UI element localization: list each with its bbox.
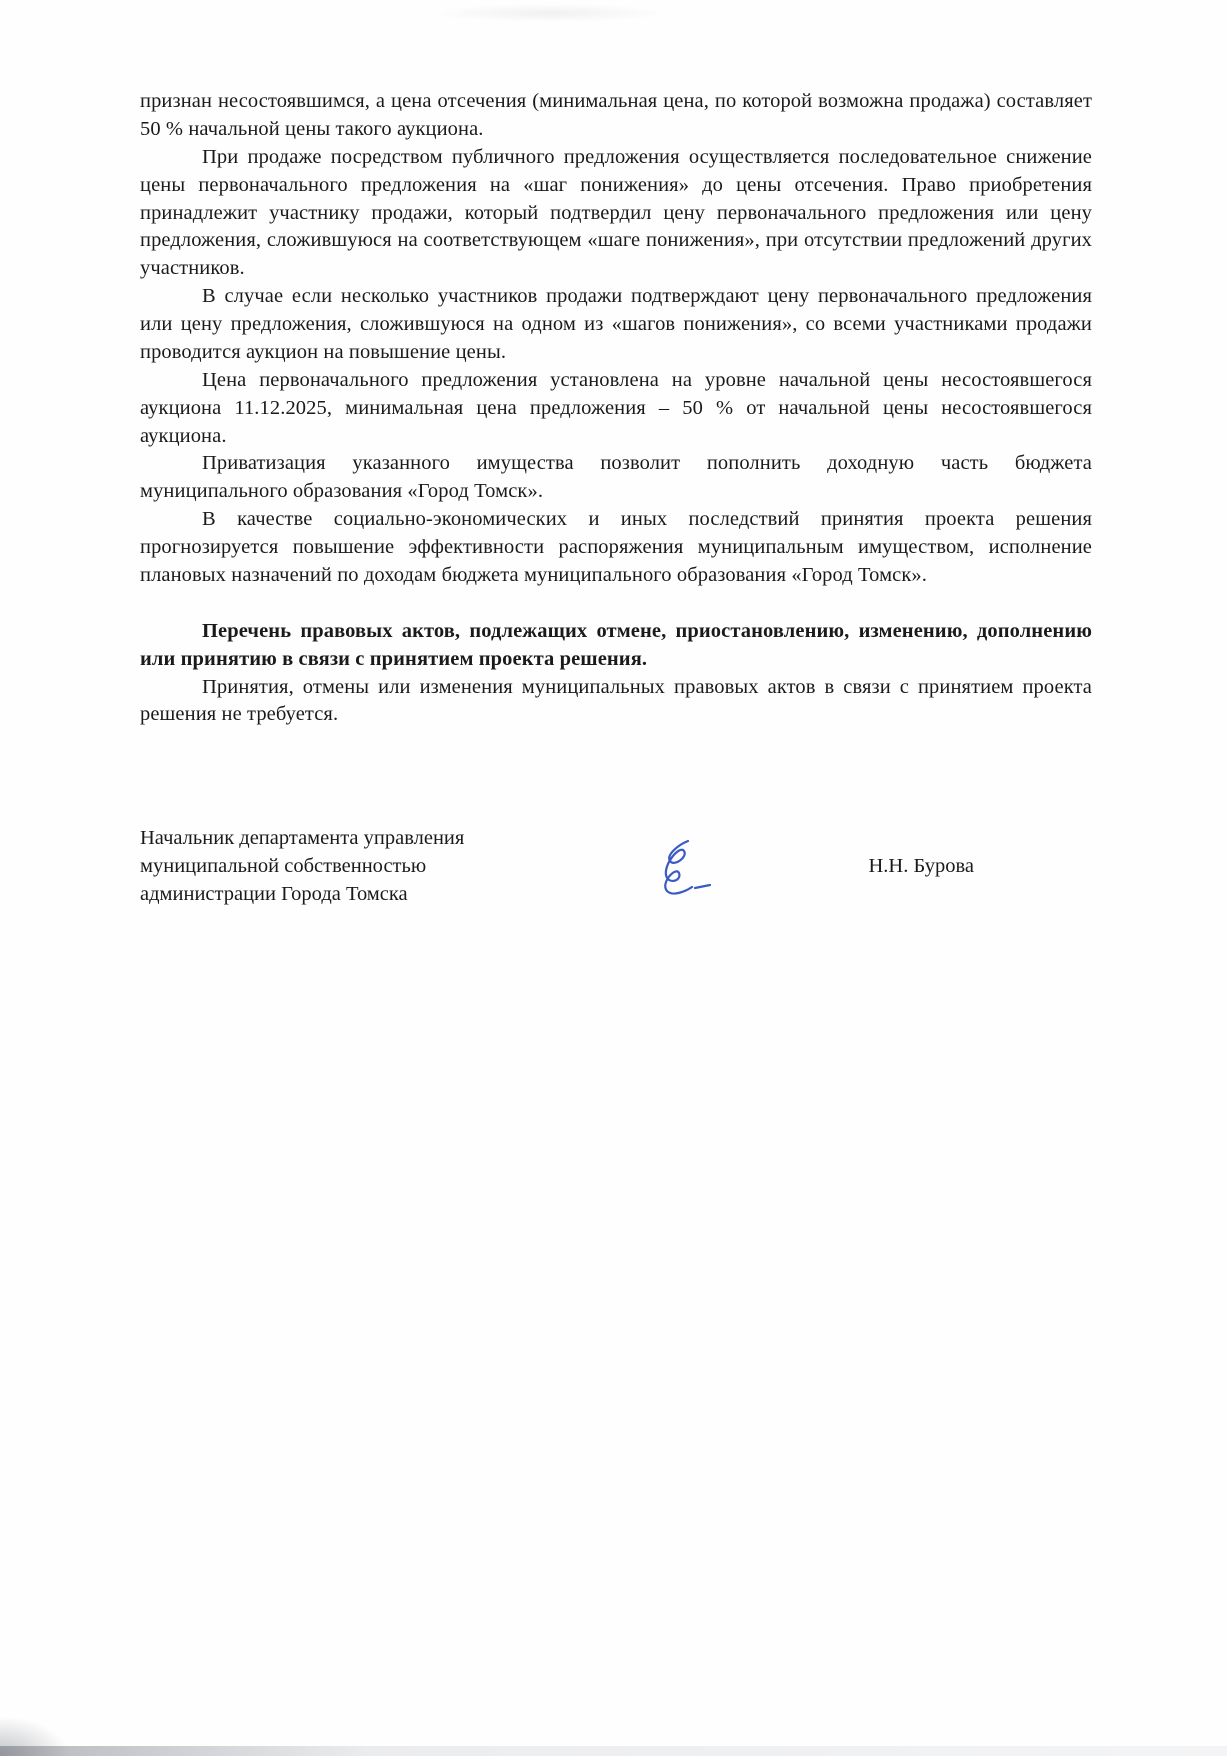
paragraph: В случае если несколько участников продажи подтверждают цену первоначального предложения или цену предложения, сложившуюся на одном из «шагов понижения», со всеми участниками продажи проводится аукцион на повышение цены. (140, 285, 1092, 363)
handwritten-signature-icon (632, 835, 724, 907)
paragraph-spacer (140, 590, 1092, 618)
closing-paragraph: Принятия, отмены или изменения муниципальных правовых актов в связи с принятием проекта решения не требуется. (140, 675, 1092, 726)
scan-artifact (0, 1716, 70, 1756)
signer-position (140, 825, 570, 908)
signer-name: Н.Н. Бурова (868, 855, 974, 878)
signature-block (140, 825, 1092, 908)
document-page (140, 88, 1092, 908)
paragraph: Цена первоначального предложения установлена на уровне начальной цены несостоявшегося аукциона 11.12.2025, минимальная цена предложения – 50 % от начальной цены несостоявшегося аукциона. (140, 368, 1092, 447)
signer-position-line: муниципальной собственностью (140, 854, 427, 877)
scan-artifact (430, 4, 670, 22)
signer-position-line: Начальник департамента управления (140, 827, 465, 850)
section-heading: Перечень правовых актов, подлежащих отмене, приостановлению, изменению, дополнению или принятию в связи с принятием проекта решения. (140, 619, 1092, 670)
paragraph: Приватизация указанного имущества позволит пополнить доходную часть бюджета муниципального образования «Город Томск». (140, 452, 1092, 503)
signer-position-line: администрации Города Томска (140, 882, 408, 905)
paragraph: признан несостоявшимся, а цена отсечения (минимальная цена, по которой возможна продажа) составляет 50 % начальной цены такого аукциона. (140, 90, 1092, 140)
scan-artifact (0, 1746, 1227, 1756)
paragraph: При продаже посредством публичного предложения осуществляется последовательное снижение цены первоначального предложения на «шаг понижения» до цены отсечения. Право приобретения принадлежит участнику продажи, который подтвердил цену первоначального предложения или цену предложения, сложившуюся на соответствующем «шаге понижения», при отсутствии предложений других участников. (140, 145, 1092, 280)
paragraph: В качестве социально-экономических и иных последствий принятия проекта решения прогнозируется повышение эффективности распоряжения муниципальным имуществом, исполнение плановых назначений по доходам бюджета муниципального образования «Город Томск». (140, 508, 1092, 586)
